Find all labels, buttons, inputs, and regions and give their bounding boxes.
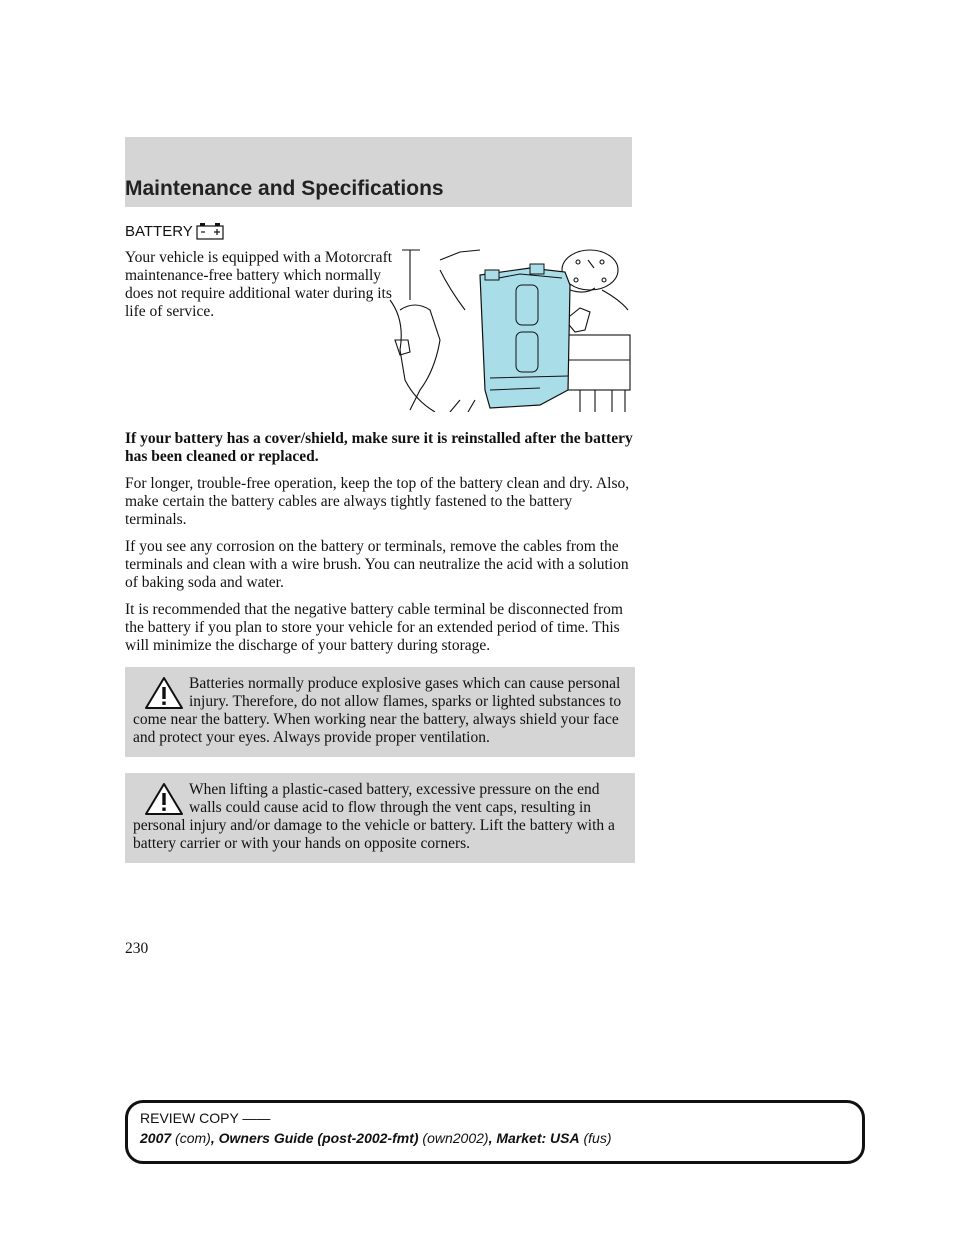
paragraph-corrosion: If you see any corrosion on the battery or terminals, remove the cables from the terminals and clean with a wire brush. You can neutralize the acid with a solution of baking soda and water. — [125, 538, 629, 591]
header-band — [125, 137, 632, 207]
battery-illustration — [380, 240, 632, 412]
page-title: Maintenance and Specifications — [125, 177, 444, 200]
warning-text-gases: Batteries normally produce explosive gases which can cause personal injury. Therefore, do not allow flames, sparks or lighted substances to come near the battery. When working near the battery, always shield your face and protect your eyes. Always provide proper ventilation. — [133, 675, 622, 746]
warning-box-gases — [125, 667, 635, 757]
battery-shape — [480, 264, 570, 408]
review-copy-label: REVIEW COPY —— — [140, 1110, 271, 1126]
paragraph-clean-dry: For longer, trouble-free operation, keep the top of the battery clean and dry. Also, make certain the battery cables are always tightly fastened to the battery terminals. — [125, 475, 630, 528]
warning-box-lifting — [125, 773, 635, 863]
section-heading — [125, 222, 224, 240]
intro-paragraph: Your vehicle is equipped with a Motorcraft maintenance-free battery which normally does not require additional water during its life of service. — [125, 249, 393, 320]
body-column — [125, 430, 635, 879]
warning-text-lifting: When lifting a plastic-cased battery, excessive pressure on the end walls could cause acid to flow through the vent caps, resulting in personal injury and/or damage to the vehicle or battery. Lift the battery with a battery carrier or with your hands on opposite corners. — [133, 781, 615, 852]
page-number: 230 — [125, 940, 149, 957]
section-heading-text: BATTERY — [125, 222, 193, 240]
cover-shield-note: If your battery has a cover/shield, make sure it is reinstalled after the battery has been cleaned or replaced. — [125, 430, 633, 465]
paragraph-storage: It is recommended that the negative battery cable terminal be disconnected from the battery if you plan to store your vehicle for an extended period of time. This will minimize the discharge of your battery during storage. — [125, 601, 623, 654]
review-copy-details: 2007 (com), Owners Guide (post-2002-fmt) (own2002), Market: USA (fus) — [140, 1130, 612, 1146]
review-copy-box — [125, 1100, 865, 1164]
battery-icon — [196, 222, 224, 240]
warning-triangle-icon — [143, 781, 185, 817]
warning-triangle-icon — [143, 675, 185, 711]
